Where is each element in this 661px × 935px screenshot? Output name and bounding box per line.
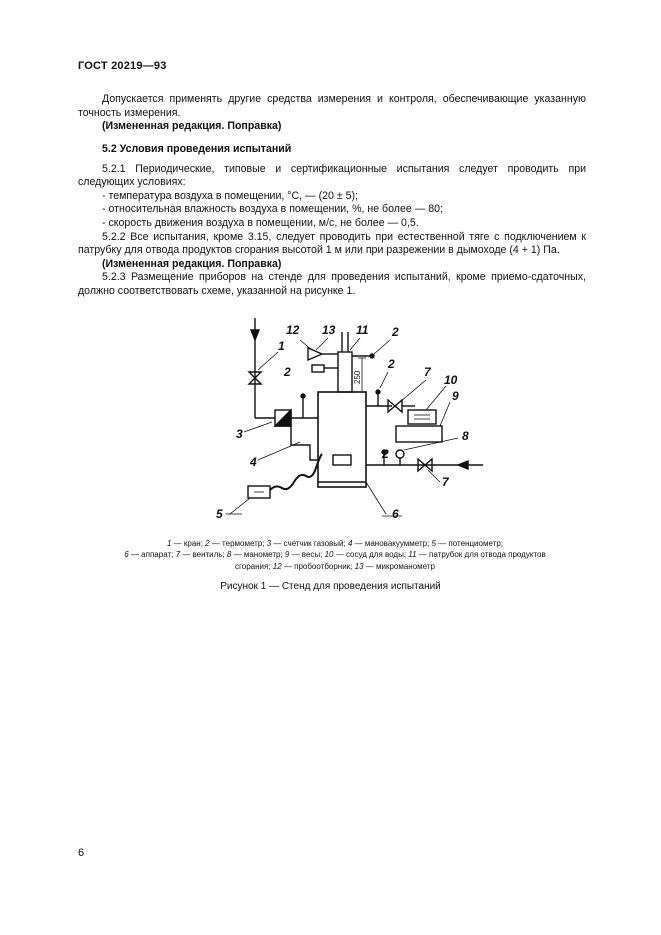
callout-label: 13 xyxy=(322,323,336,337)
dimension-label: 250 xyxy=(353,370,362,384)
leader-line xyxy=(374,340,390,354)
legend-number: 11 xyxy=(408,550,417,560)
legend-text: — патрубок для отвода продуктов сгорания; xyxy=(235,550,546,571)
intro-block xyxy=(78,93,586,134)
legend-text: — кран; xyxy=(171,539,206,548)
paragraph-5-2-3: 5.2.3 Размещение приборов на стенде для проведения испытаний, кроме приемо-сдаточных, должно соответствовать схеме, указанной на рисунке 1. xyxy=(78,271,586,297)
leader-line xyxy=(230,498,250,514)
legend-text: — термометр; xyxy=(209,539,267,548)
legend-number: 5 xyxy=(431,539,436,548)
section-5-2 xyxy=(78,143,586,299)
legend-text: — мановакуумметр; xyxy=(352,539,432,548)
intro-paragraph: Допускается применять другие средства измерения и контроля, обеспечивающие указанную точность измерения. xyxy=(78,93,586,119)
leader-line xyxy=(426,386,446,410)
leader-line xyxy=(350,338,360,350)
legend-text: — микроманометр xyxy=(363,561,435,571)
callout-label: 4 xyxy=(250,455,257,469)
legend-text: — аппарат; xyxy=(128,550,176,560)
legend-number: 7 xyxy=(175,550,181,560)
leader-line xyxy=(440,402,450,426)
leader-line xyxy=(380,372,388,388)
callout-label: 10 xyxy=(444,373,458,387)
section-heading: 5.2 Условия проведения испытаний xyxy=(102,143,292,155)
leader-line xyxy=(258,442,300,460)
paragraph-5-2-1: 5.2.1 Периодические, типовые и сертификационные испытания следует проводить при следующих условиях: xyxy=(78,162,586,189)
legend-number: 13 xyxy=(354,561,364,571)
condition-item: - относительная влажность воздуха в помещении, %, не более — 80; xyxy=(102,203,443,216)
micromanometer xyxy=(312,365,324,372)
callout-label: 11 xyxy=(356,323,369,337)
legend-text: — пробоотборник; xyxy=(281,561,355,571)
callout-label: 5 xyxy=(216,507,223,521)
callout-label: 8 xyxy=(462,429,469,443)
sampler-icon xyxy=(308,348,322,360)
manometer-line xyxy=(291,426,318,460)
legend-number: 9 xyxy=(284,550,290,560)
callout-label: 7 xyxy=(424,365,431,379)
page-number: 6 xyxy=(78,847,85,859)
legend-number: 3 xyxy=(266,539,272,548)
flow-arrow-icon xyxy=(458,461,468,469)
leader-line xyxy=(404,438,458,450)
legend-number: 1 xyxy=(166,539,172,548)
leader-line xyxy=(428,470,440,482)
revision-note: (Измененная редакция. Поправка) xyxy=(102,120,282,133)
callout-label: 6 xyxy=(392,507,399,521)
figure-legend xyxy=(110,538,560,572)
legend-number: 8 xyxy=(226,550,232,560)
leader-line xyxy=(366,482,386,514)
figure-caption: Рисунок 1 — Стенд для проведения испытаний xyxy=(220,581,441,592)
revision-note-2: (Измененная редакция. Поправка) xyxy=(102,257,282,270)
legend-number: 4 xyxy=(347,539,353,548)
apparatus xyxy=(318,392,366,487)
thermometer-bulb-icon xyxy=(370,354,374,358)
callout-label: 9 xyxy=(452,389,459,403)
condition-item: - температура воздуха в помещении, °С, — (20 ± 5); xyxy=(102,189,358,202)
test-stand-diagram xyxy=(200,310,500,535)
document-header: ГОСТ 20219—93 xyxy=(78,60,167,72)
callout-label: 2 xyxy=(284,365,291,379)
legend-number: 10 xyxy=(324,550,334,560)
thermometer-bulb-icon xyxy=(376,390,380,394)
callout-label: 1 xyxy=(278,339,285,353)
callout-label: 12 xyxy=(286,323,300,337)
callout-label: 2 xyxy=(392,325,399,339)
gas-meter-fill xyxy=(275,410,291,426)
leader-line xyxy=(300,340,312,350)
apparatus-window xyxy=(333,455,351,465)
legend-number: 6 xyxy=(124,550,129,560)
condition-item: - скорость движения воздуха в помещении, м/с, не более — 0,5. xyxy=(102,216,419,229)
scales xyxy=(396,426,442,442)
leader-line xyxy=(258,352,278,370)
legend-text: — манометр; xyxy=(231,550,285,560)
water-vessel xyxy=(408,410,436,424)
flow-arrow-icon xyxy=(251,330,259,340)
legend-text: — сосуд для воды; xyxy=(333,550,409,560)
leader-line xyxy=(400,380,426,402)
legend-number: 2 xyxy=(205,539,210,548)
manometer-icon xyxy=(396,450,404,458)
callout-label: 2 xyxy=(382,447,389,461)
leader-line xyxy=(316,338,328,350)
legend-text: — вентиль; xyxy=(180,550,227,560)
legend-text: — счетчик газовый; xyxy=(271,539,348,548)
legend-text: — потенциометр; xyxy=(435,539,503,548)
callout-label: 7 xyxy=(442,475,449,489)
legend-number: 12 xyxy=(272,561,282,571)
thermometer-bulb-icon xyxy=(301,394,305,398)
callout-label: 2 xyxy=(388,357,395,371)
paragraph-5-2-2: 5.2.2 Все испытания, кроме 3.15, следует проводить при естественной тяге с подключением к патрубку для отвода продуктов сгорания высотой 1 м или при разрежении в дымоходе (4 + 1) Па. xyxy=(78,230,586,257)
callout-label: 3 xyxy=(236,427,243,441)
leader-line xyxy=(244,422,272,432)
legend-text: — весы; xyxy=(289,550,325,560)
flue-pipe xyxy=(338,352,352,392)
